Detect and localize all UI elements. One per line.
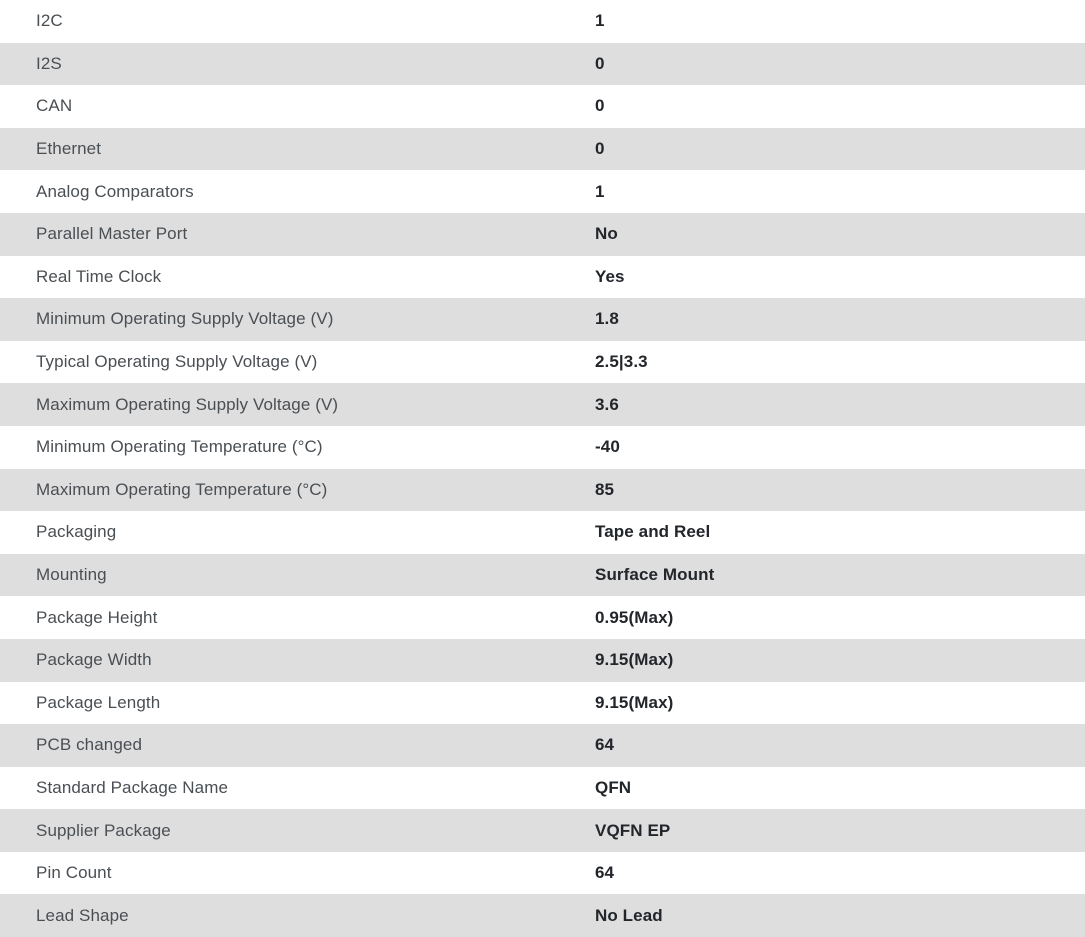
spec-label: Package Height [36,607,158,627]
table-row [0,170,1085,213]
table-row [0,554,1085,597]
spec-value: 1 [595,11,605,31]
spec-label: CAN [36,96,73,116]
table-row [0,639,1085,682]
spec-label: Typical Operating Supply Voltage (V) [36,352,318,372]
spec-value: 1 [595,181,605,201]
spec-label: Parallel Master Port [36,224,188,244]
spec-value: 1.8 [595,309,619,329]
table-row [0,596,1085,639]
table-row [0,128,1085,171]
table-row [0,426,1085,469]
spec-value: 0.95(Max) [595,607,674,627]
table-row [0,43,1085,86]
spec-value: 3.6 [595,394,619,414]
spec-value: Surface Mount [595,565,715,585]
spec-value: 9.15(Max) [595,692,674,712]
spec-value: 2.5|3.3 [595,352,648,372]
spec-value: 0 [595,139,605,159]
spec-label: I2C [36,11,63,31]
spec-value: 64 [595,735,615,755]
spec-value: 9.15(Max) [595,650,674,670]
spec-label: Minimum Operating Temperature (°C) [36,437,323,457]
spec-value: -40 [595,437,620,457]
spec-label: I2S [36,53,62,73]
spec-label: Standard Package Name [36,777,229,797]
table-row [0,0,1085,43]
table-row [0,682,1085,725]
table-row [0,85,1085,128]
spec-label: Package Length [36,692,161,712]
table-row [0,852,1085,895]
spec-value: VQFN EP [595,820,671,840]
spec-value: 64 [595,863,615,883]
table-row [0,767,1085,810]
spec-label: Real Time Clock [36,266,162,286]
spec-value: QFN [595,777,632,797]
spec-label: Package Width [36,650,152,670]
spec-value: Yes [595,266,625,286]
table-row [0,894,1085,937]
spec-label: Mounting [36,565,107,585]
table-row [0,511,1085,554]
spec-label: Pin Count [36,863,112,883]
table-row [0,469,1085,512]
table-row [0,341,1085,384]
spec-label: Ethernet [36,139,102,159]
spec-label: Minimum Operating Supply Voltage (V) [36,309,334,329]
spec-label: Supplier Package [36,820,171,840]
table-row [0,213,1085,256]
spec-label: Maximum Operating Temperature (°C) [36,479,328,499]
spec-value: 0 [595,96,605,116]
table-row [0,383,1085,426]
spec-value: 0 [595,53,605,73]
spec-label: Maximum Operating Supply Voltage (V) [36,394,339,414]
spec-value: 85 [595,479,615,499]
spec-value: Tape and Reel [595,522,711,542]
spec-value: No Lead [595,905,663,925]
spec-label: Analog Comparators [36,181,194,201]
spec-label: PCB changed [36,735,143,755]
spec-value: No [595,224,618,244]
table-row [0,724,1085,767]
spec-label: Lead Shape [36,905,129,925]
table-row [0,298,1085,341]
table-row [0,809,1085,852]
spec-label: Packaging [36,522,117,542]
table-row [0,256,1085,299]
